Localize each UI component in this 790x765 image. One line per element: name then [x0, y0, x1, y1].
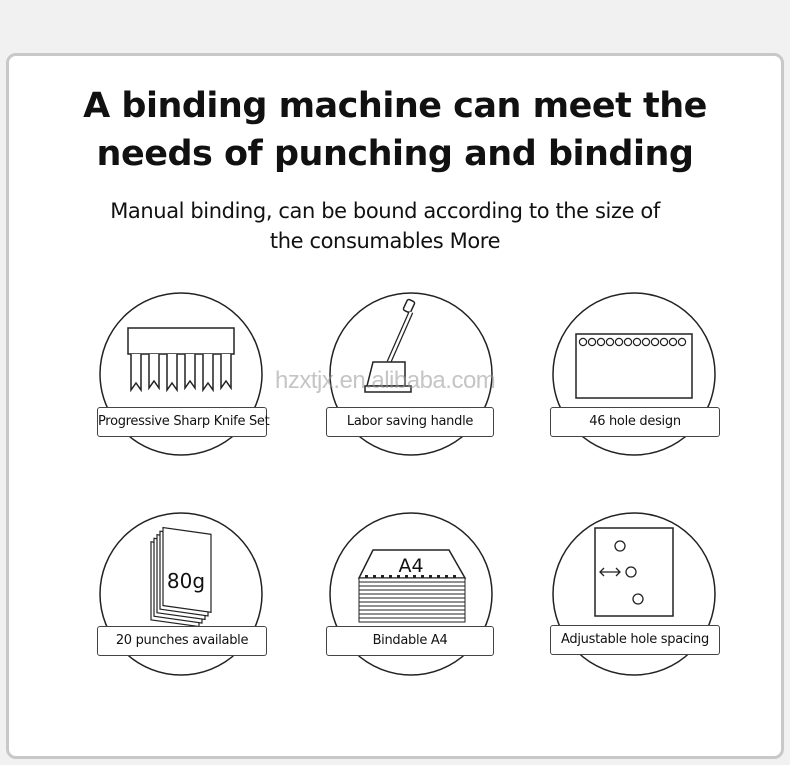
feature-bindable-a4	[323, 510, 503, 680]
feature-knife-set	[95, 290, 275, 460]
subheadline	[0, 196, 770, 256]
feature-label: Adjustable hole spacing	[550, 625, 720, 655]
feature-label: Progressive Sharp Knife Set	[97, 407, 267, 437]
watermark: hzxtjx.en.alibaba.com	[275, 367, 496, 394]
feature-label: Labor saving handle	[326, 407, 494, 437]
subheadline-line-1: Manual binding, can be bound according to the size of	[110, 199, 660, 223]
headline	[0, 82, 790, 178]
headline-line-1: A binding machine can meet the	[83, 86, 707, 126]
feature-label: 20 punches available	[97, 626, 267, 656]
subheadline-line-2: the consumables More	[269, 229, 501, 253]
paper-weight-text: 80g	[166, 569, 206, 593]
paper-size-text: A4	[398, 555, 424, 577]
feature-hole-spacing	[548, 510, 728, 680]
feature-46-holes	[548, 290, 728, 460]
feature-20-punches	[95, 510, 275, 680]
headline-line-2: needs of punching and binding	[96, 134, 694, 174]
feature-label: 46 hole design	[550, 407, 720, 437]
feature-label: Bindable A4	[326, 626, 494, 656]
